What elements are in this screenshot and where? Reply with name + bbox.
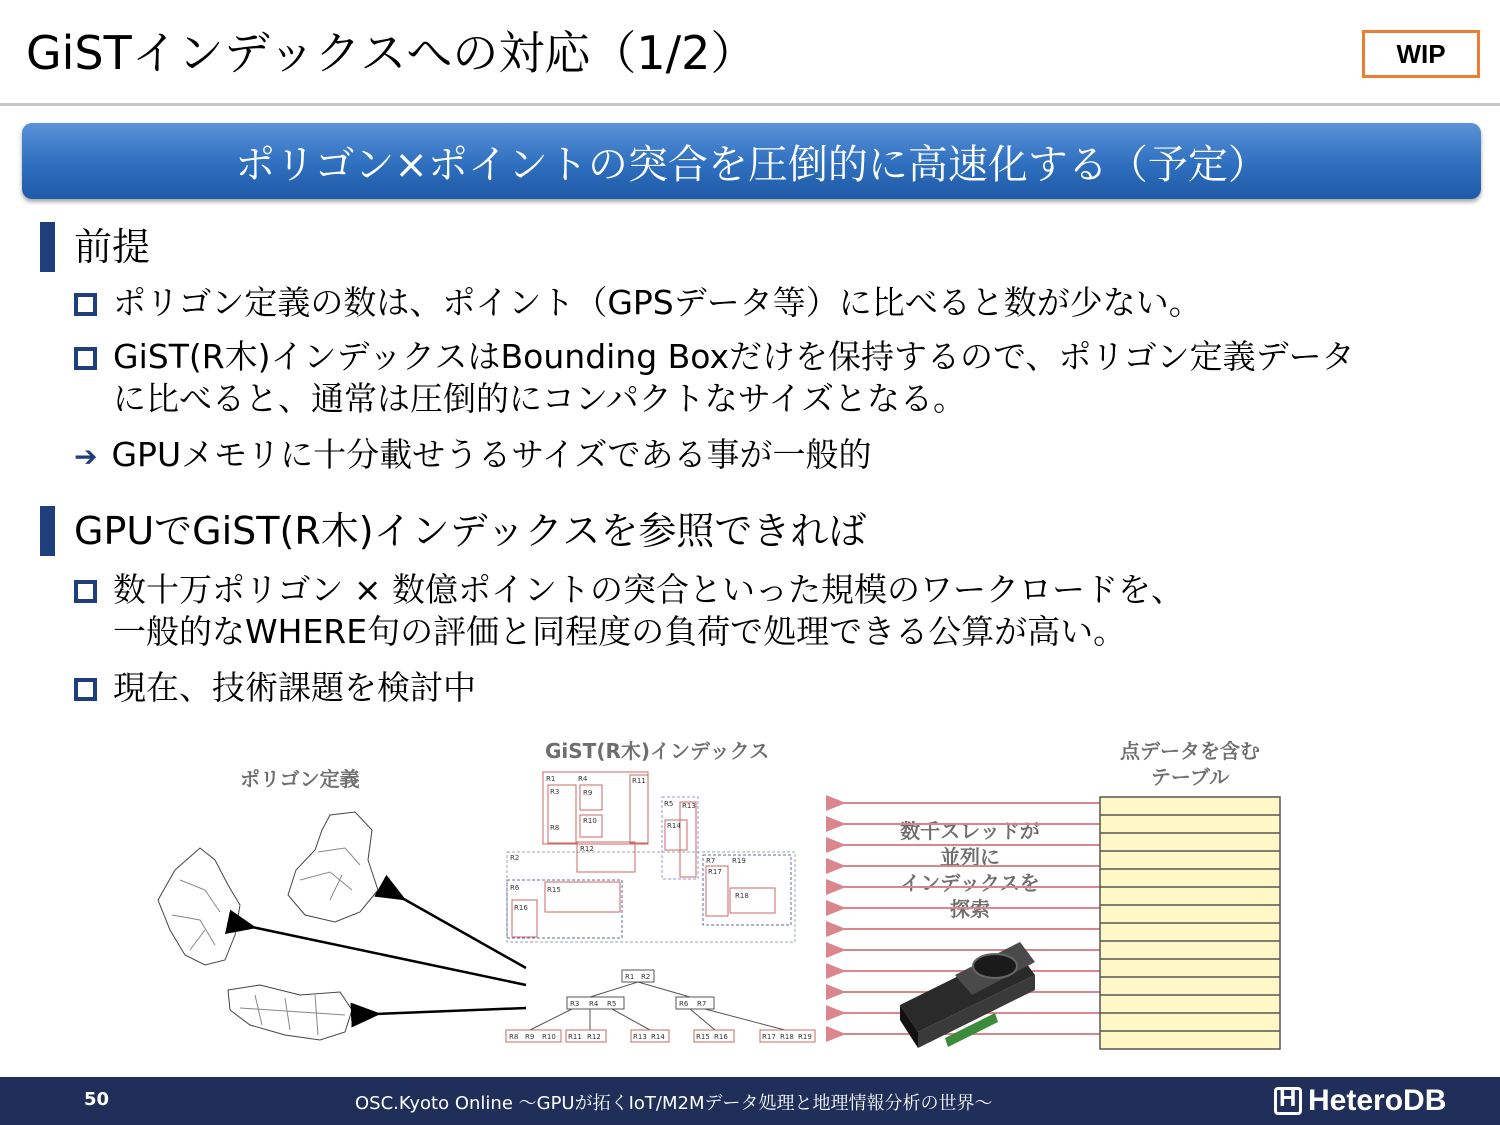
wip-badge: WIP bbox=[1362, 30, 1480, 78]
rtree-label: R4 bbox=[578, 775, 588, 783]
section-heading-gpu-gist: GPUでGiST(R木)インデックスを参照できれば bbox=[40, 506, 866, 556]
rtree-label: R2 bbox=[510, 854, 520, 862]
rtree-label: R10 bbox=[583, 817, 597, 825]
tree-node-label: R7 bbox=[697, 1000, 707, 1008]
bullet-item-arrow: ➔ GPUメモリに十分載せうるサイズである事が一般的 bbox=[74, 435, 872, 474]
rtree-label: R12 bbox=[580, 845, 594, 853]
headline-banner: ポリゴン×ポイントの突合を圧倒的に高速化する（予定） bbox=[22, 123, 1481, 199]
tree-leaf-label: R19 bbox=[798, 1033, 812, 1041]
gpu-card-icon bbox=[900, 942, 1035, 1048]
rtree-label: R17 bbox=[708, 868, 722, 876]
tree-node-label: R5 bbox=[607, 1000, 617, 1008]
rtree-label: R15 bbox=[547, 886, 561, 894]
point-data-table bbox=[1100, 797, 1280, 1049]
rtree-label: R13 bbox=[682, 802, 696, 810]
tree-node-label: R2 bbox=[641, 973, 651, 981]
rtree-hierarchy-labels bbox=[509, 973, 812, 1041]
rtree-label: R19 bbox=[732, 857, 746, 865]
tree-node-label: R6 bbox=[679, 1000, 689, 1008]
heterodb-logo-icon bbox=[1274, 1087, 1302, 1115]
bullet-item: ポリゴン定義の数は、ポイント（GPSデータ等）に比べると数が少ない。 bbox=[74, 282, 1202, 324]
slide-title: GiSTインデックスへの対応（1/2） bbox=[26, 26, 757, 80]
tree-leaf-label: R18 bbox=[780, 1033, 794, 1041]
section-heading-premise: 前提 bbox=[40, 222, 150, 272]
gist-index-label: GiST(R木)インデックス bbox=[545, 739, 770, 763]
rtree-label: R6 bbox=[510, 884, 520, 892]
bullet-item: GiST(R木)インデックスはBounding Boxだけを保持するので、ポリゴン定義データ に比べると、通常は圧倒的にコンパクトなサイズとなる。 bbox=[74, 336, 1355, 420]
parallel-threads-label: 数千スレッドが 並列に インデックスを 探索 bbox=[880, 818, 1060, 922]
tree-node-label: R3 bbox=[570, 1000, 580, 1008]
tree-leaf-label: R15 bbox=[696, 1033, 710, 1041]
page-number: 50 bbox=[84, 1089, 110, 1110]
rtree-label: R7 bbox=[706, 857, 716, 865]
tree-leaf-label: R9 bbox=[525, 1033, 535, 1041]
rtree-label: R3 bbox=[550, 788, 560, 796]
point-table-label: 点データを含む テーブル bbox=[1120, 739, 1260, 789]
rtree-label: R5 bbox=[664, 800, 674, 808]
tree-leaf-label: R11 bbox=[568, 1033, 582, 1041]
polygon-definition-label: ポリゴン定義 bbox=[240, 767, 360, 791]
right-arrow-icon: ➔ bbox=[74, 440, 98, 473]
rtree-label: R14 bbox=[667, 822, 681, 830]
footer-bar bbox=[0, 1077, 1500, 1125]
event-title: OSC.Kyoto Online 〜GPUが拓くIoT/M2Mデータ処理と地理情報分析の世界〜 bbox=[355, 1093, 993, 1114]
rtree-label: R9 bbox=[583, 789, 593, 797]
tree-node-label: R4 bbox=[589, 1000, 599, 1008]
tree-leaf-label: R13 bbox=[633, 1033, 647, 1041]
tree-leaf-label: R12 bbox=[587, 1033, 601, 1041]
bullet-item: 現在、技術課題を検討中 bbox=[74, 667, 476, 709]
tree-leaf-label: R14 bbox=[651, 1033, 665, 1041]
rtree-hierarchy bbox=[506, 970, 815, 1042]
polygon-map-shiga bbox=[158, 848, 240, 965]
rtree-label: R8 bbox=[550, 824, 560, 832]
bullet-item: 数十万ポリゴン × 数億ポイントの突合といった規模のワークロードを、 一般的なWHERE句の評価と同程度の負荷で処理できる公算が高い。 bbox=[74, 569, 1184, 653]
tree-leaf-label: R16 bbox=[714, 1033, 728, 1041]
tree-leaf-label: R17 bbox=[762, 1033, 776, 1041]
polygon-map-ibaraki bbox=[288, 812, 378, 922]
rtree-spatial-view bbox=[507, 772, 795, 942]
tree-node-label: R1 bbox=[625, 973, 635, 981]
rtree-label: R1 bbox=[546, 775, 556, 783]
heterodb-logo: H HeteroDB bbox=[1274, 1083, 1446, 1119]
polygon-map-tokyo bbox=[228, 985, 352, 1040]
rtree-label: R18 bbox=[735, 892, 749, 900]
tree-leaf-label: R10 bbox=[542, 1033, 556, 1041]
rtree-label: R11 bbox=[632, 777, 646, 785]
rtree-label: R16 bbox=[514, 904, 528, 912]
tree-leaf-label: R8 bbox=[509, 1033, 519, 1041]
